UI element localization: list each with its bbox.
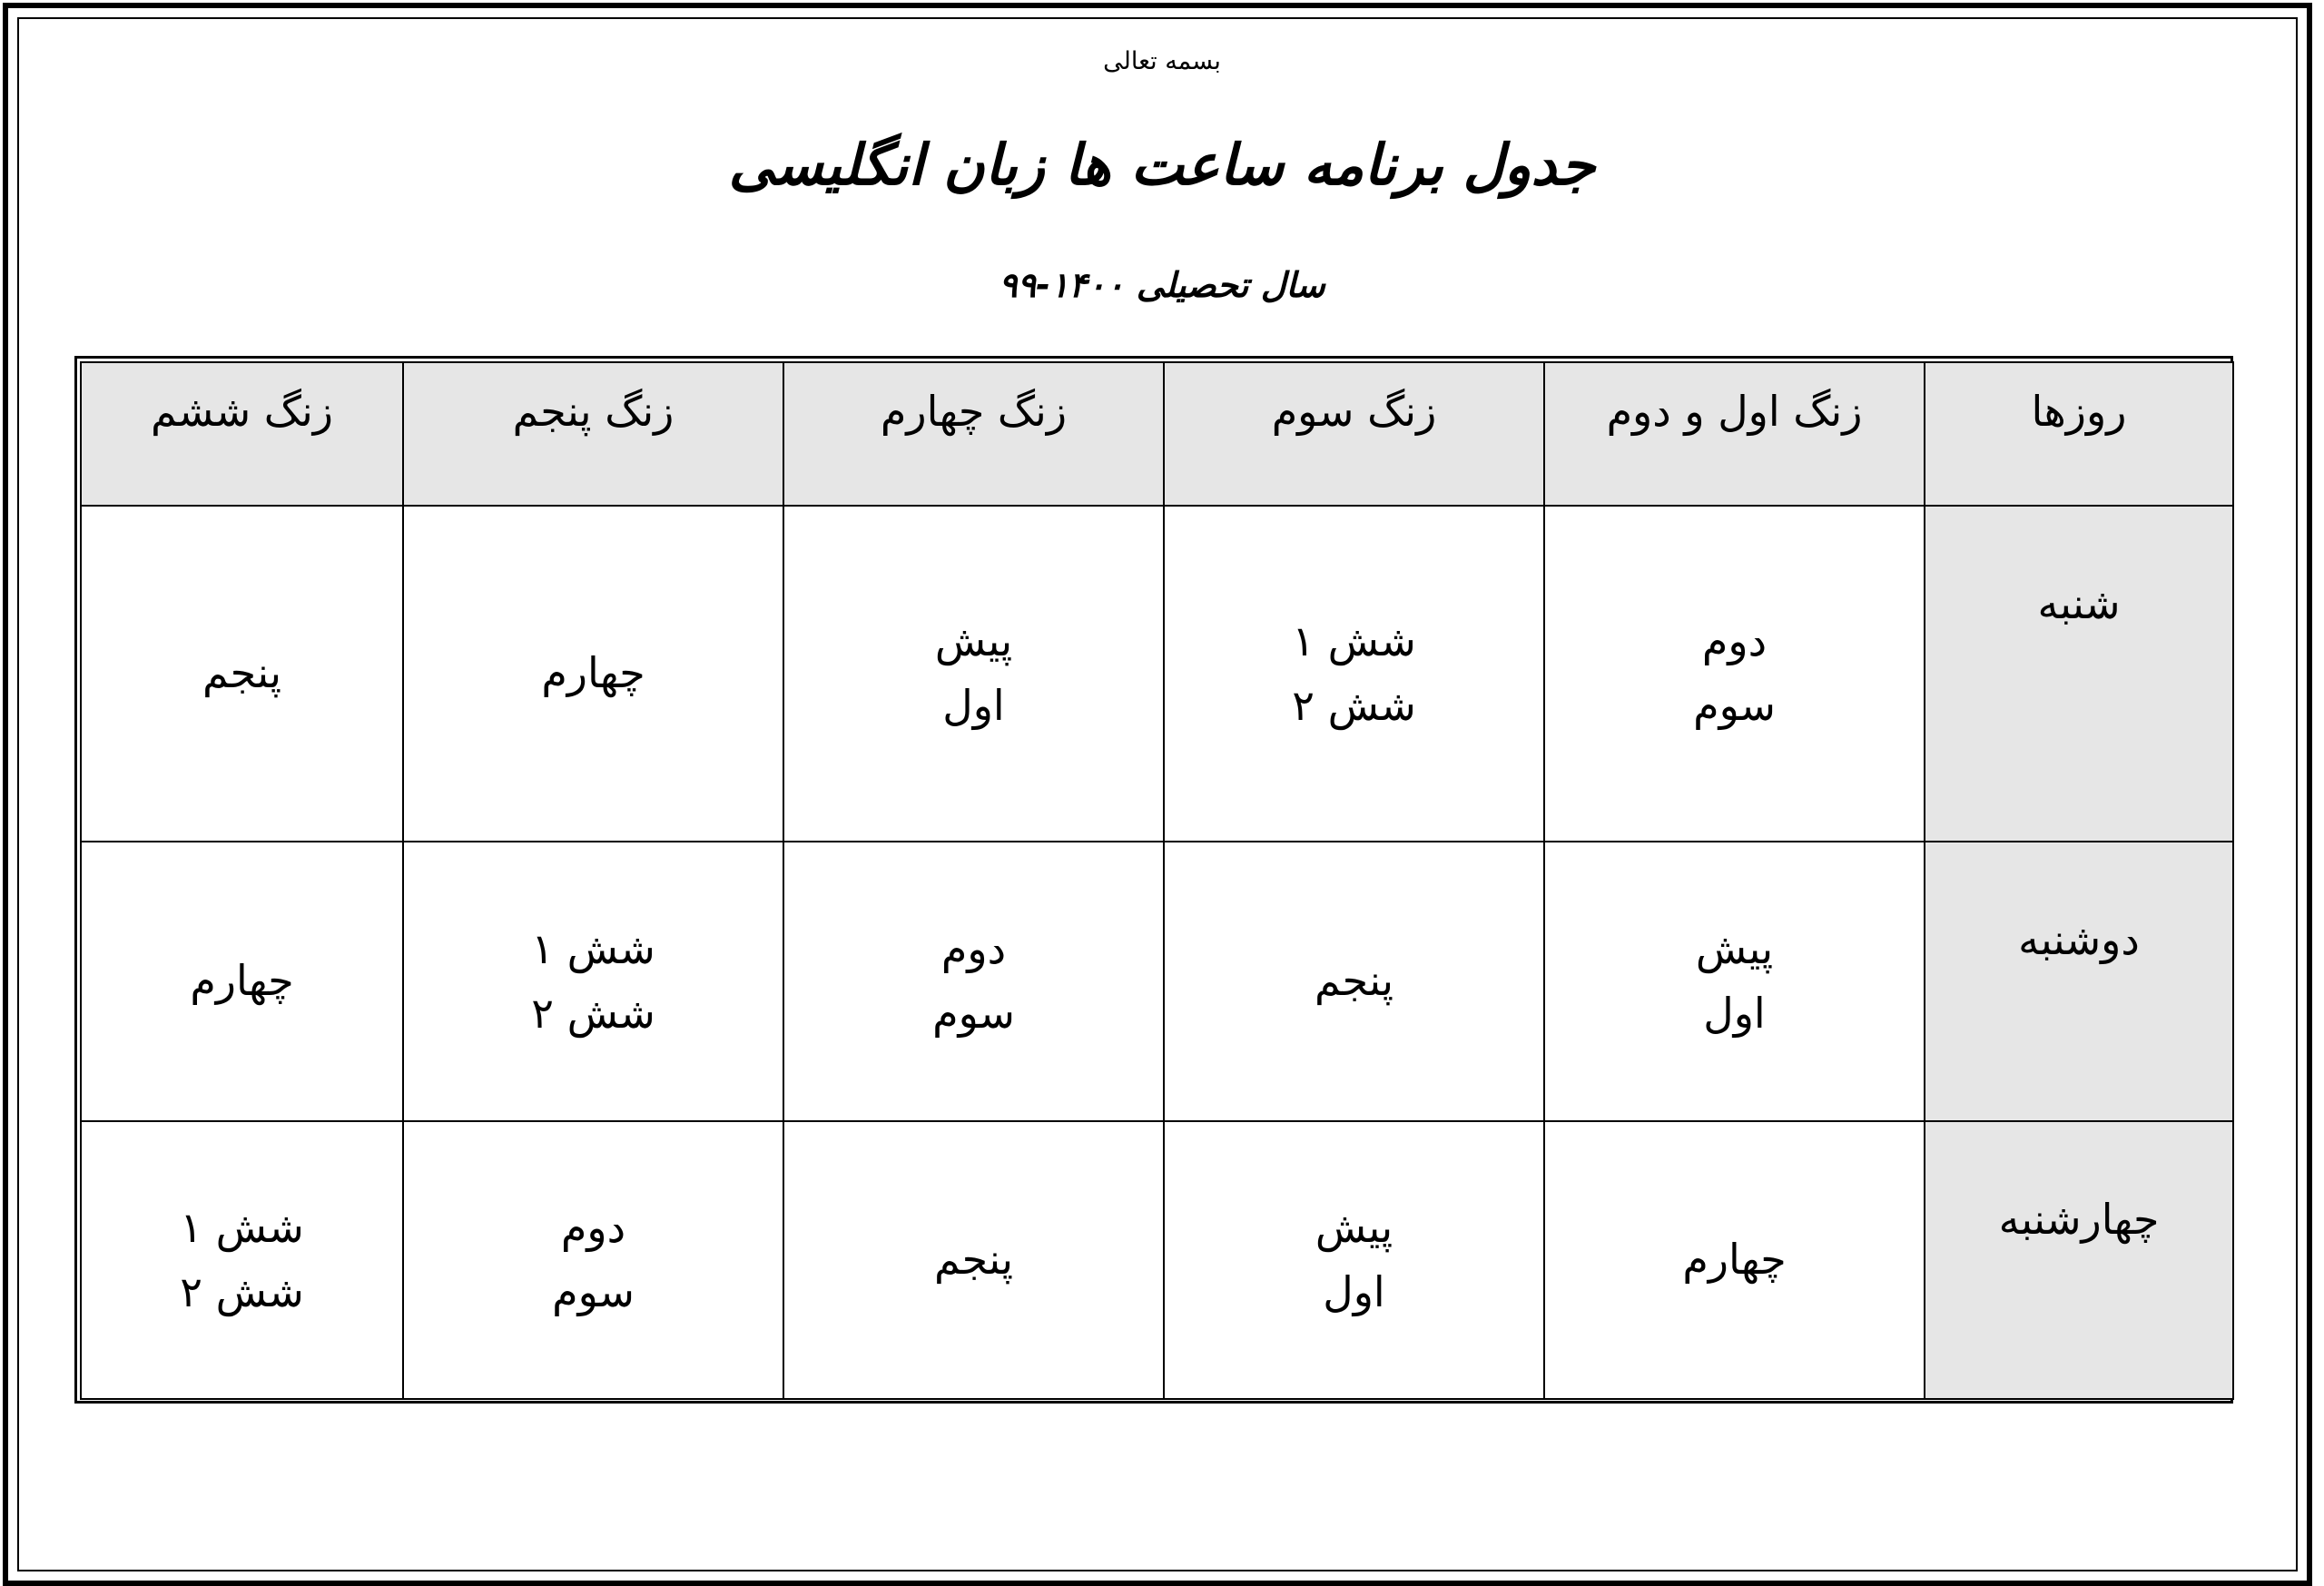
- schedule-table-frame: [74, 356, 2233, 1404]
- schedule-table: [80, 361, 2234, 1400]
- class-label: چهارم: [541, 648, 645, 698]
- schedule-cell: [81, 506, 403, 842]
- schedule-cell: [783, 1121, 1164, 1399]
- academic-year-subtitle: سال تحصیلی ۱۴۰۰-۹۹: [999, 265, 1325, 305]
- class-label: پیش: [1695, 923, 1774, 973]
- schedule-cell: [783, 842, 1164, 1121]
- schedule-cell: [1164, 506, 1544, 842]
- class-label: دوم: [940, 923, 1007, 973]
- class-label: پیش: [1315, 1202, 1393, 1252]
- class-label: شش ۲: [531, 989, 655, 1038]
- schedule-cell: [1544, 506, 1925, 842]
- schedule-cell: [81, 1121, 403, 1399]
- table-header-row: [81, 362, 2233, 506]
- header-period-4: زنگ چهارم: [783, 362, 1164, 506]
- schedule-cell: [1164, 842, 1544, 1121]
- schedule-cell: [403, 842, 783, 1121]
- header-period-6: زنگ ششم: [81, 362, 403, 506]
- page-title: جدول برنامه ساعت ها زبان انگلیسی: [728, 132, 1596, 198]
- class-label: پنجم: [1315, 956, 1393, 1006]
- table-row: [81, 842, 2233, 1121]
- day-cell: چهارشنبه: [1925, 1121, 2233, 1399]
- class-label: دوم: [560, 1202, 626, 1252]
- class-label: اول: [942, 681, 1005, 730]
- class-label: سوم: [932, 989, 1015, 1038]
- class-label: شش ۲: [180, 1267, 304, 1316]
- schedule-cell: [1544, 1121, 1925, 1399]
- schedule-cell: [1544, 842, 1925, 1121]
- class-label: شش ۱: [180, 1202, 304, 1252]
- invocation-text: بسمه تعالی: [1103, 47, 1221, 75]
- class-label: شش ۲: [1292, 681, 1416, 730]
- class-label: شش ۱: [531, 923, 655, 973]
- table-row: [81, 1121, 2233, 1399]
- class-label: سوم: [1693, 681, 1776, 730]
- class-label: پنجم: [202, 648, 281, 698]
- class-label: سوم: [552, 1267, 635, 1316]
- header-days: روزها: [1925, 362, 2233, 506]
- table-row: [81, 506, 2233, 842]
- day-cell: شنبه: [1925, 506, 2233, 842]
- header-period-3: زنگ سوم: [1164, 362, 1544, 506]
- schedule-cell: [783, 506, 1164, 842]
- schedule-cell: [81, 842, 403, 1121]
- class-label: چهارم: [1682, 1235, 1787, 1285]
- class-label: شش ۱: [1292, 616, 1416, 665]
- schedule-cell: [1164, 1121, 1544, 1399]
- day-cell: دوشنبه: [1925, 842, 2233, 1121]
- class-label: اول: [1703, 989, 1766, 1038]
- class-label: چهارم: [190, 956, 294, 1006]
- class-label: دوم: [1701, 616, 1768, 665]
- header-period-1-2: زنگ اول و دوم: [1544, 362, 1925, 506]
- class-label: اول: [1323, 1267, 1385, 1316]
- class-label: پنجم: [934, 1235, 1013, 1285]
- header-period-5: زنگ پنجم: [403, 362, 783, 506]
- schedule-cell: [403, 506, 783, 842]
- class-label: پیش: [934, 616, 1013, 665]
- schedule-cell: [403, 1121, 783, 1399]
